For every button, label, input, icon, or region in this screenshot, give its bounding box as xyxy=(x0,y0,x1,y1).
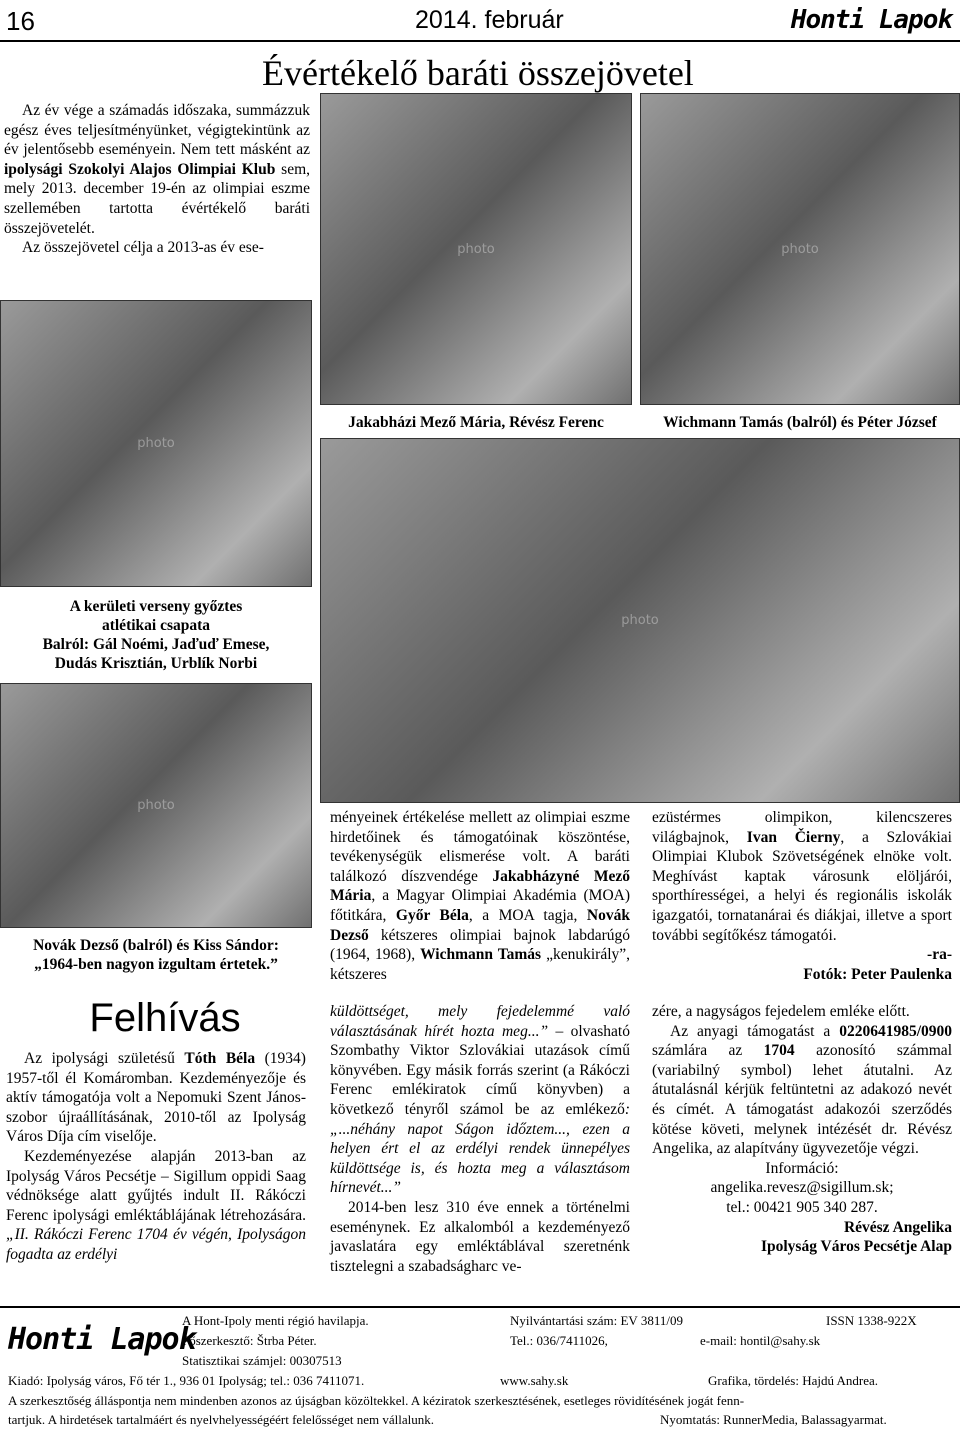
footer-print: Nyomtatás: RunnerMedia, Balassagyarmat. xyxy=(660,1412,887,1427)
footer-rule xyxy=(0,1306,960,1308)
header-rule xyxy=(0,40,960,42)
felhivas-title: Felhívás xyxy=(89,996,241,1040)
photo-jakabhazi-revesz: photo xyxy=(320,93,632,405)
footer-disclaimer-1: A szerkesztőség álláspontja nem mindenben azonos az újságban közöltekkel. A kéziratok szerkesztésének, esetleges rövidítésének jogát fenn- xyxy=(8,1393,745,1408)
signature-name: Révész Angelika xyxy=(843,1218,952,1236)
footer-logo: Honti Lapok xyxy=(8,1322,196,1357)
caption-jakabhazi: Jakabházi Mező Mária, Révész Ferenc xyxy=(348,414,604,431)
photo-credit: Fotók: Peter Paulenka xyxy=(803,965,952,983)
footer-description: A Hont-Ipoly menti régió havilapja. xyxy=(182,1313,369,1328)
photo-kids-team: photo xyxy=(0,300,312,587)
caption-kids: A kerületi verseny győztes atlétikai csapata Balról: Gál Noémi, Jaďuď Emese, Dudás Krisztián, Urblík Norbi xyxy=(42,598,270,672)
article-intro: Az év vége a számadás időszaka, summázzuk egész éves teljesítményünket, végigtekintünk az év jelentősebb eseményein. Nem tett másként az ipolysági Szokolyi Alajos Olimpiai Klub sem, mely 2013. december 19-én az olimpiai eszme szellemében tartotta évértékelő baráti összejövetelét. Az összejövetel célja a 2013-as év ese- xyxy=(4,102,311,257)
issue-date: 2014. február xyxy=(415,6,564,34)
felhivas-col3: zére, a nagyságos fejedelem emléke előtt. Az anyagi támogatást a 0220641985/0900 számlára az 1704 azonosító számmal (variabilný symbol) lehet átutalni. Az átutalásnál kérjük feltüntetni az adakozó nevét és címét. A támogatást adakozói szerződés kötése követi, melynek intézését dr. Révész Angelika, az alapítvány ügyvezetője végzi. Információ: angelika.revesz@sigillum.sk; tel.: 00421 905 340 287. Révész Angelika Ipolyság Város Pecsétje Alap xyxy=(652,1003,952,1256)
footer-website[interactable]: www.sahy.sk xyxy=(500,1373,569,1388)
article-title: Évértékelő baráti összejövetel xyxy=(262,53,694,93)
footer-publisher: Kiadó: Ipolyság város, Fő tér 1., 936 01 Ipolyság; tel.: 036 7411071. xyxy=(8,1373,365,1388)
felhivas-col1: Az ipolysági születésű Tóth Béla (1934) 1957-től él Komáromban. Kezdeményezője és aktív támogatója volt a Nepomuki Szent János-szobor újraállításának, 2010-től az Ipolyság Város Díja cím viselője. Kezdeményezése alapján 2013-ban az Ipolyság Város Pecsétje – Sigillum oppidi Saag védnöksége alatt gyűjtés indult II. Rákóczi Ferenc ipolysági emléktáblájának létrehozására. „II. Rákóczi Ferenc 1704 év végén, Ipolyságon fogadta az erdélyi xyxy=(6,1050,306,1263)
caption-wichmann: Wichmann Tamás (balról) és Péter József xyxy=(663,414,937,431)
header-logo: Honti Lapok xyxy=(790,5,952,35)
signature-org: Ipolyság Város Pecsétje Alap xyxy=(760,1238,952,1256)
footer-email: e-mail: hontil@sahy.sk xyxy=(700,1333,821,1348)
footer-disclaimer-2: tartjuk. A hirdetések tartalmáért és nyelvhelyességéért felelősséget nem vállalunk. xyxy=(8,1412,434,1427)
footer-graphics: Grafika, tördelés: Hajdú Andrea. xyxy=(708,1373,879,1388)
info-email: angelika.revesz@sigillum.sk; xyxy=(710,1179,894,1197)
footer-editor: Főszerkesztő: Štrba Péter. xyxy=(182,1333,317,1348)
caption-novak: Novák Dezső (balról) és Kiss Sándor: „1964-ben nagyon izgultam értetek.” xyxy=(33,937,279,973)
article-body-col3: ezüstérmes olimpikon, kilencszeres világbajnok, Ivan Čierny, a Szlovákiai Olimpiai Klubok Szövetségének elnöke volt. Meghívást kaptak városunk elöljárói, sporthírességei, a helyi és regionális iskolák igazgatói, tornatanárai és diákjai, illetve a sport további segítőkész támogatói. -ra- Fotók: Peter Paulenka xyxy=(652,809,952,983)
felhivas-col2: küldöttséget, mely fejedelemmé való választásának hírét hozta meg...” – olvasható Szombathy Viktor Szlovákiai utazások című könyvében. Egy másik forrás szerint (a Rákóczi Ferenc emlékiratok című könyvben) a következő tényről számol be az emlékező: „...néhány napot Ságon időztem..., ezen a helyen ért el az erdélyi rendek ünnepélyes küldöttsége is, és hozta meg a választásom hírnevét...” 2014-ben lesz 310 éve ennek a történelmi eseménynek. Ez alkalomból a kezdeményező javaslatára egy emléktáblával szeretnénk tisztelegni a szabadságharc ve- xyxy=(330,1003,630,1275)
article-body-col2: ményeinek értékelése mellett az olimpiai eszme hirdetőinek és támogatóinak köszöntése, tevékenységük elismerése volt. A baráti találkozó díszvendége Jakabházyné Mező Mária, a Magyar Olimpiai Akadémia (MOA) főtitkára, Győr Béla, a MOA tagja, Novák Dezső kétszeres olimpiai bajnok labdarúgó (1964, 1968), Wichmann Tamás „kenukirály”, kétszeres xyxy=(330,809,631,983)
footer-issn: ISSN 1338-922X xyxy=(826,1313,917,1328)
info-phone: tel.: 00421 905 340 287. xyxy=(726,1198,878,1216)
footer-tel: Tel.: 036/7411026, xyxy=(510,1333,608,1348)
photo-wichmann-peter: photo xyxy=(640,93,960,405)
photo-novak-kiss: photo xyxy=(0,683,312,928)
footer-stat: Statisztikai számjel: 00307513 xyxy=(182,1353,342,1368)
info-label: Információ: xyxy=(765,1159,839,1177)
photo-audience: photo xyxy=(320,438,960,803)
article-signature: -ra- xyxy=(927,946,952,964)
page-number: 16 xyxy=(6,6,35,36)
footer-registration: Nyilvántartási szám: EV 3811/09 xyxy=(510,1313,683,1328)
